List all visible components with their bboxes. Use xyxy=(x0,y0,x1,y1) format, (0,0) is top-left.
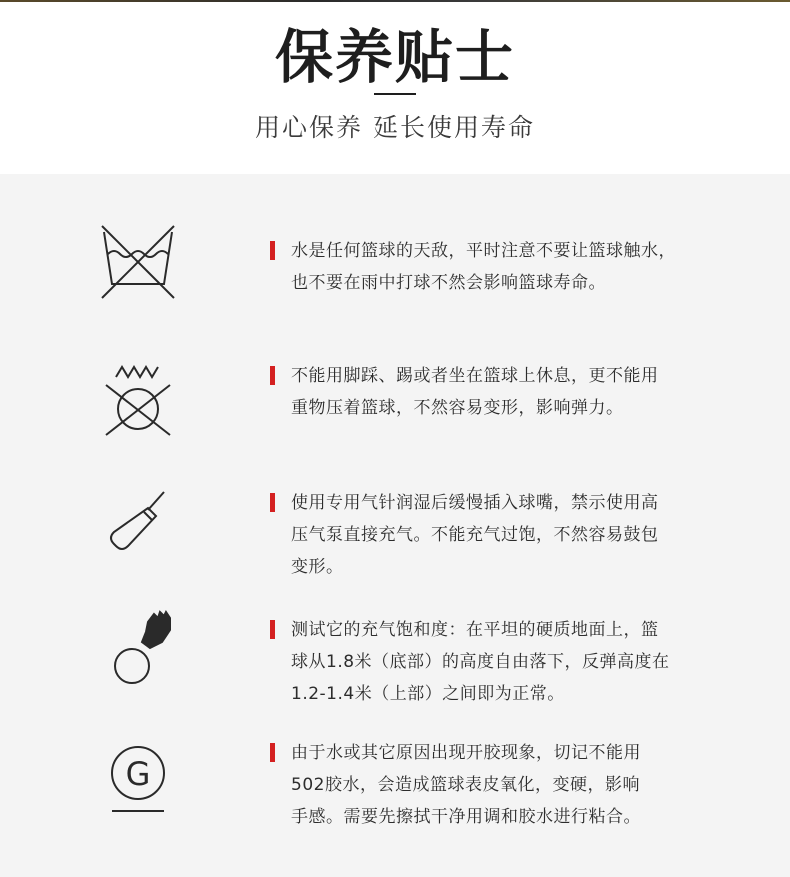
tip-line: 球从1.8米（底部）的高度自由落下，反弹高度在 xyxy=(291,652,670,672)
tip-marker xyxy=(270,366,275,385)
hand-bounce-ball-icon xyxy=(96,608,180,692)
glue-g-icon xyxy=(96,737,180,821)
tip-item-pressure xyxy=(0,345,790,465)
tip-marker xyxy=(270,620,275,639)
tip-line: 重物压着篮球，不然容易变形，影响弹力。 xyxy=(291,398,624,418)
no-pressure-icon xyxy=(96,357,180,441)
tip-text xyxy=(291,360,711,424)
tip-line: 手感。需要先擦拭干净用调和胶水进行粘合。 xyxy=(291,807,641,827)
tip-line: 水是任何篮球的天敌，平时注意不要让篮球触水， xyxy=(291,241,676,261)
tip-marker xyxy=(270,493,275,512)
tip-line: 由于水或其它原因出现开胶现象，切记不能用 xyxy=(291,743,641,763)
tip-line: 1.2-1.4米（上部）之间即为正常。 xyxy=(291,684,565,704)
tip-marker xyxy=(270,743,275,762)
page-subtitle: 用心保养 延长使用寿命 xyxy=(255,113,535,142)
tip-item-water xyxy=(0,210,790,330)
tip-line: 不能用脚踩、踢或者坐在篮球上休息，更不能用 xyxy=(291,366,659,386)
tip-text xyxy=(291,487,711,583)
tip-line: 测试它的充气饱和度：在平坦的硬质地面上，篮 xyxy=(291,620,659,640)
tip-item-glue xyxy=(0,725,790,845)
inflation-needle-icon xyxy=(96,484,180,568)
no-water-wash-icon xyxy=(96,220,180,304)
tip-line: 也不要在雨中打球不然会影响篮球寿命。 xyxy=(291,273,606,293)
tip-item-bounce-test xyxy=(0,600,790,720)
tip-text xyxy=(291,614,711,710)
tip-item-inflation xyxy=(0,470,790,590)
tip-marker xyxy=(270,241,275,260)
tip-line: 压气泵直接充气。不能充气过饱，不然容易鼓包 xyxy=(291,525,659,545)
header xyxy=(0,2,790,174)
tip-text xyxy=(291,235,711,299)
title-divider xyxy=(374,93,416,95)
tip-line: 变形。 xyxy=(291,557,344,577)
tip-line: 502胶水，会造成篮球表皮氧化，变硬，影响 xyxy=(291,775,640,795)
tip-text xyxy=(291,737,711,833)
tip-line: 使用专用气针润湿后缓慢插入球嘴，禁示使用高 xyxy=(291,493,659,513)
glue-g-letter: G xyxy=(125,755,151,793)
page-title: 保养贴士 xyxy=(274,23,515,91)
